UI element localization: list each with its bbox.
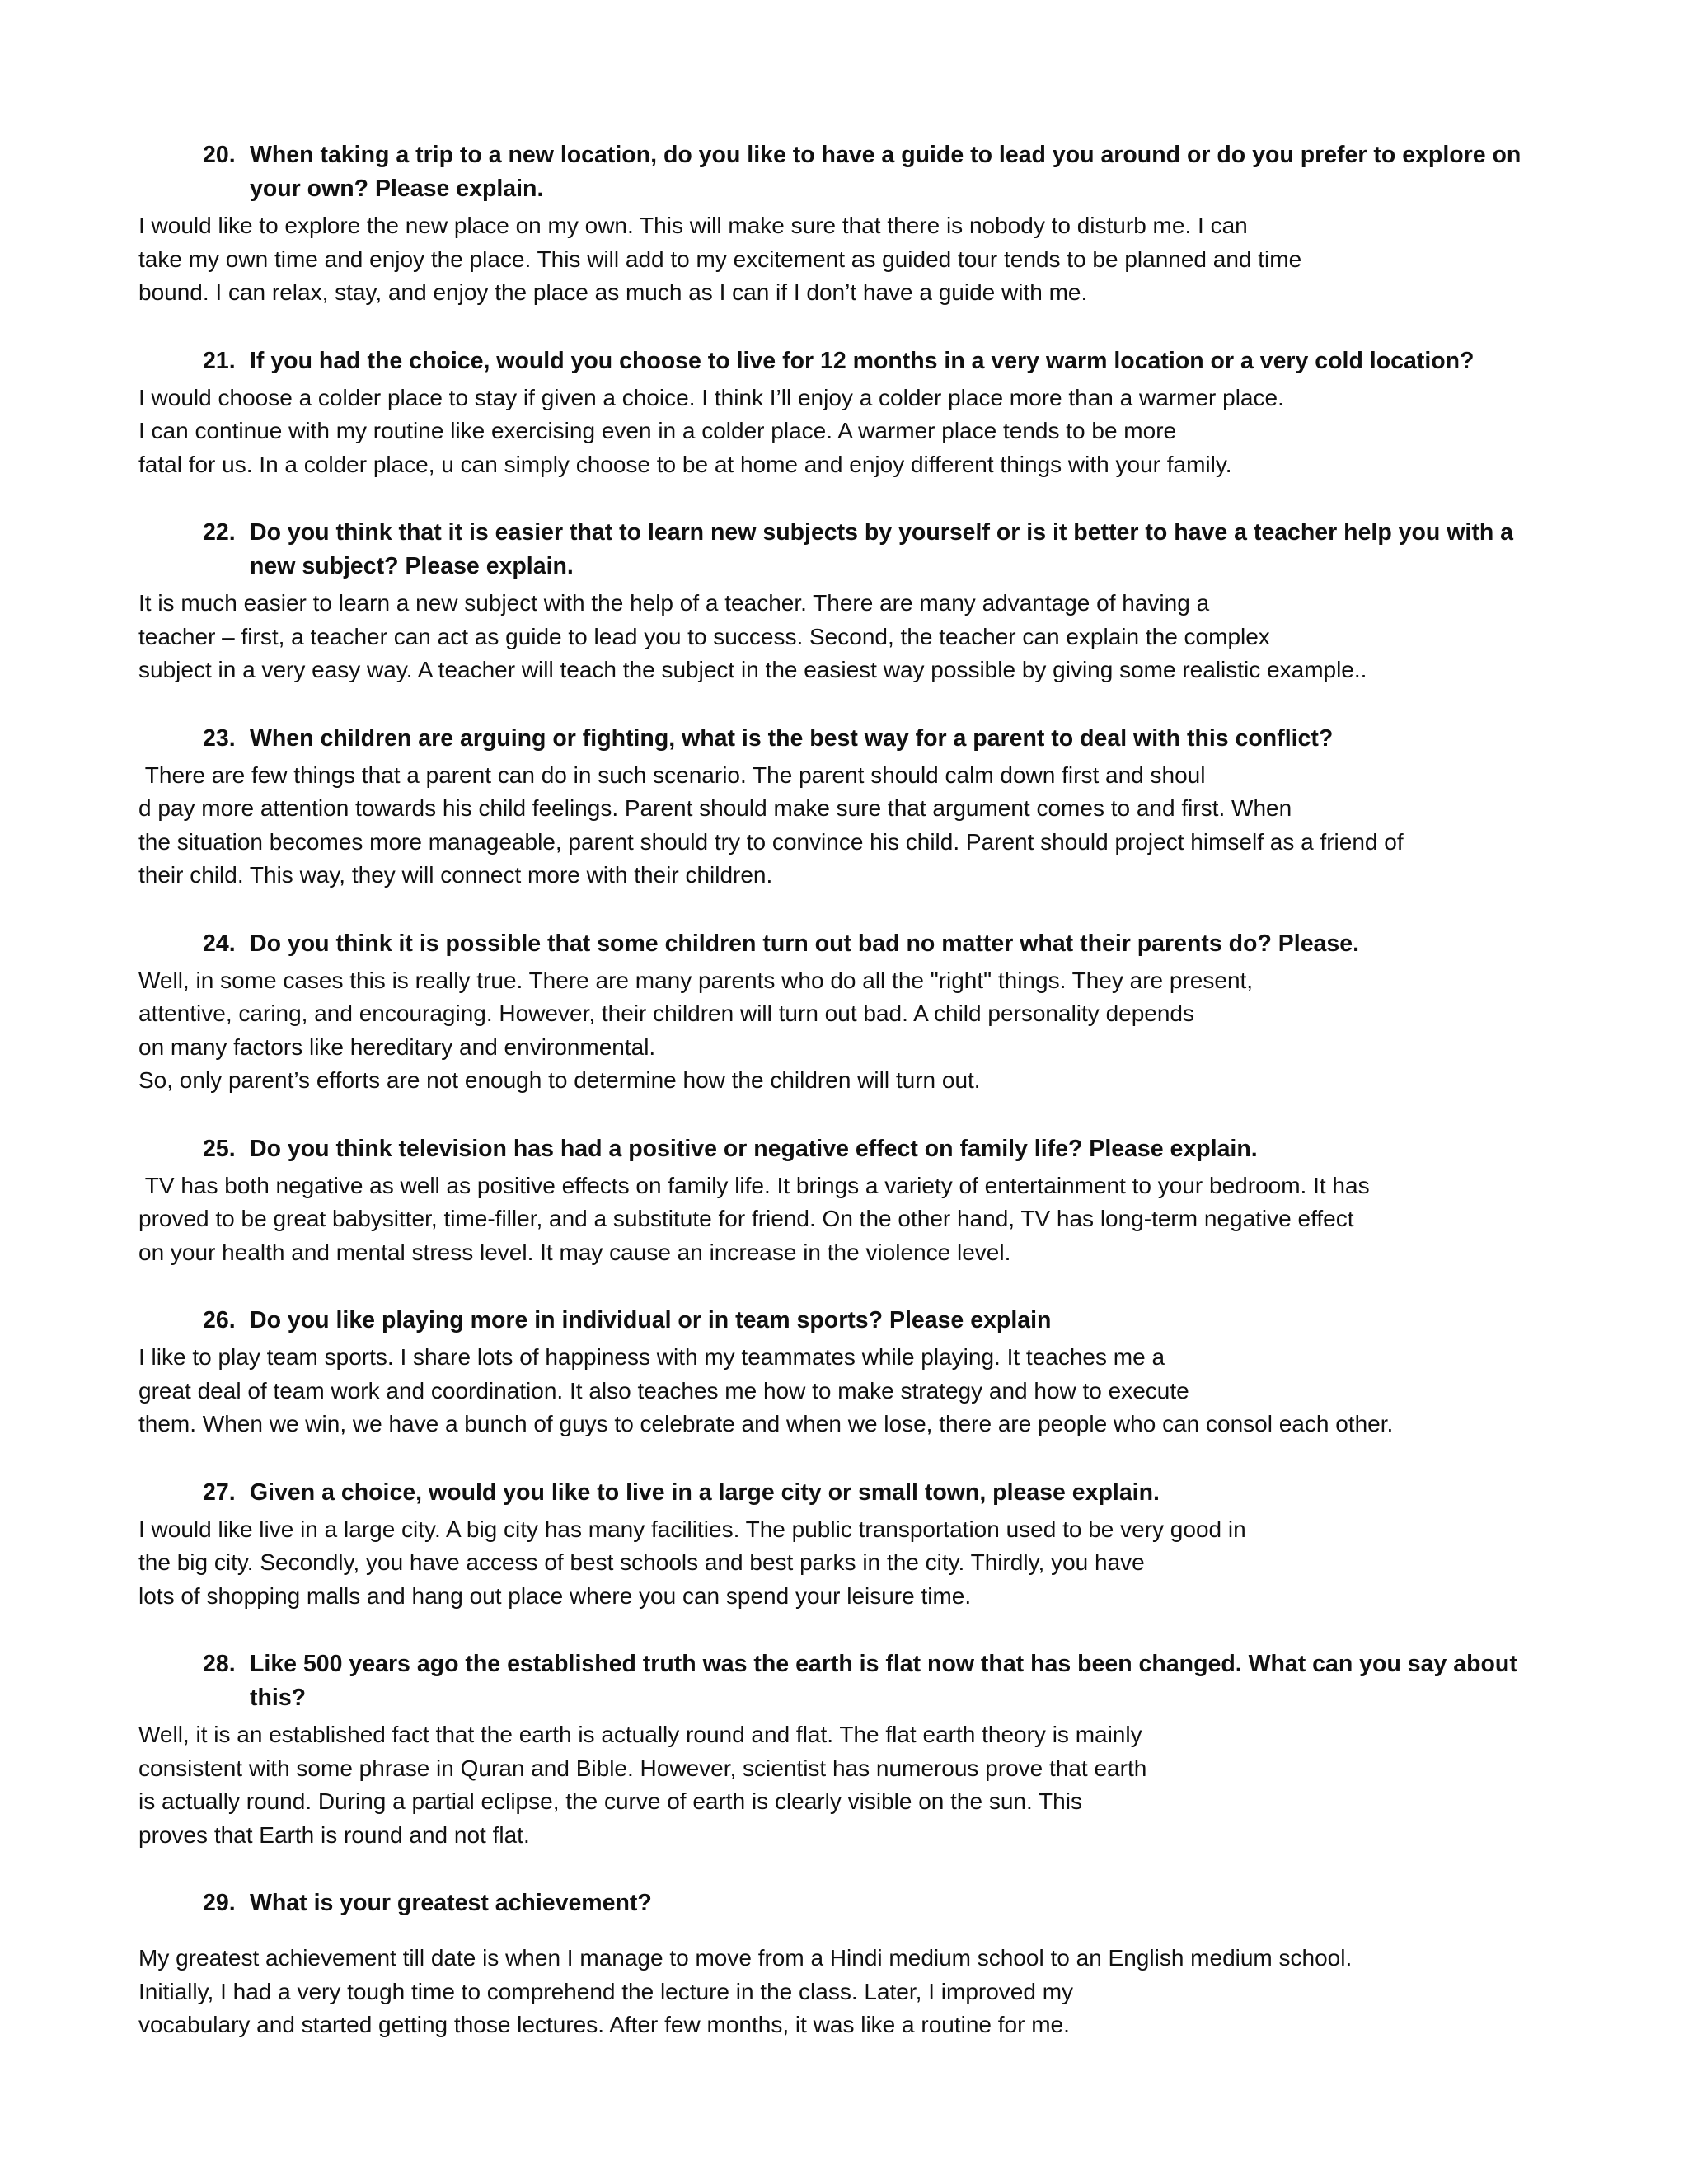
answer-line: I like to play team sports. I share lots of happiness with my teammates while playing. It teaches me a xyxy=(138,1344,1165,1370)
question-number: 29. xyxy=(203,1890,236,1916)
answer-line: TV has both negative as well as positive effects on family life. It brings a variety of entertainment to your bedroom. It has xyxy=(138,1172,1370,1198)
question-text: 26. Do you like playing more in individual or in team sports? Please explain xyxy=(138,1304,1564,1338)
qa-item-26 xyxy=(138,1304,1564,1441)
answer-line: proved to be great babysitter, time-filler, and a substitute for friend. On the other hand, TV has long-term negative effect xyxy=(138,1206,1354,1231)
qa-item-27 xyxy=(138,1476,1564,1614)
qa-item-21 xyxy=(138,344,1564,482)
answer-text xyxy=(138,587,1564,687)
question-number: 22. xyxy=(203,519,236,546)
question-number: 25. xyxy=(203,1135,236,1162)
qa-item-20 xyxy=(138,138,1564,310)
answer-line: take my own time and enjoy the place. This will add to my excitement as guided tour tends to be planned and time xyxy=(138,246,1302,272)
answer-text xyxy=(138,1341,1564,1441)
answer-line: So, only parent’s efforts are not enough to determine how the children will turn out. xyxy=(138,1067,981,1093)
answer-line: There are few things that a parent can do in such scenario. The parent should calm down first and shoul xyxy=(138,762,1206,788)
answer-line: I would like to explore the new place on my own. This will make sure that there is nobody to disturb me. I can xyxy=(138,213,1248,238)
answer-line: vocabulary and started getting those lectures. After few months, it was like a routine for me. xyxy=(138,2012,1070,2037)
answer-line: great deal of team work and coordination. It also teaches me how to make strategy and how to execute xyxy=(138,1377,1189,1404)
answer-line: subject in a very easy way. A teacher will teach the subject in the easiest way possible by giving some realistic example.. xyxy=(138,657,1367,682)
answer-line: is actually round. During a partial eclipse, the curve of earth is clearly visible on the sun. This xyxy=(138,1788,1082,1814)
answer-line: My greatest achievement till date is when I manage to move from a Hindi medium school to an English medium school. xyxy=(138,1945,1353,1971)
spacer xyxy=(138,1924,1564,1942)
question-text: 27. Given a choice, would you like to live in a large city or small town, please explain. xyxy=(138,1476,1564,1510)
answer-line: attentive, caring, and encouraging. However, their children will turn out bad. A child personality depends xyxy=(138,1001,1194,1026)
answer-line: Well, in some cases this is really true. There are many parents who do all the "right" things. They are present, xyxy=(138,967,1254,993)
question-text: 29. What is your greatest achievement? xyxy=(138,1886,1564,1920)
question-number: 27. xyxy=(203,1479,236,1506)
question-number: 26. xyxy=(203,1307,236,1333)
answer-line: bound. I can relax, stay, and enjoy the place as much as I can if I don’t have a guide with me. xyxy=(138,279,1088,305)
answer-text xyxy=(138,1942,1564,2042)
question-number: 21. xyxy=(203,347,236,374)
answer-line: consistent with some phrase in Quran and Bible. However, scientist has numerous prove that earth xyxy=(138,1755,1147,1781)
question-number: 28. xyxy=(203,1651,236,1677)
question-text: 22. Do you think that it is easier that to learn new subjects by yourself or is it better to have a teacher help you with a new subject? Please explain. xyxy=(138,516,1564,583)
answer-text xyxy=(138,1718,1564,1852)
answer-line: lots of shopping malls and hang out place where you can spend your leisure time. xyxy=(138,1582,972,1609)
answer-line: proves that Earth is round and not flat. xyxy=(138,1821,530,1848)
question-text: 24. Do you think it is possible that some children turn out bad no matter what their parents do? Please. xyxy=(138,927,1564,961)
question-text: 23. When children are arguing or fighting, what is the best way for a parent to deal with this conflict? xyxy=(138,722,1564,756)
qa-item-28 xyxy=(138,1647,1564,1852)
question-text: 25. Do you think television has had a positive or negative effect on family life? Please explain. xyxy=(138,1132,1564,1166)
question-text: 20. When taking a trip to a new location, do you like to have a guide to lead you around or do you prefer to explore on your own? Please explain. xyxy=(138,138,1564,206)
answer-line: teacher – first, a teacher can act as guide to lead you to success. Second, the teacher can explain the complex xyxy=(138,623,1270,649)
answer-line: the big city. Secondly, you have access of best schools and best parks in the city. Thirdly, you have xyxy=(138,1549,1145,1575)
answer-line: Well, it is an established fact that the earth is actually round and flat. The flat earth theory is mainly xyxy=(138,1722,1142,1747)
answer-line: I would like live in a large city. A big city has many facilities. The public transportation used to be very good in xyxy=(138,1516,1246,1542)
answer-line: fatal for us. In a colder place, u can simply choose to be at home and enjoy different things with your family. xyxy=(138,451,1232,477)
answer-line: It is much easier to learn a new subject with the help of a teacher. There are many advantage of having a xyxy=(138,590,1210,616)
answer-line: I would choose a colder place to stay if given a choice. I think I’ll enjoy a colder place more than a warmer place. xyxy=(138,384,1284,410)
answer-line: on your health and mental stress level. It may cause an increase in the violence level. xyxy=(138,1239,1011,1265)
answer-text xyxy=(138,759,1564,893)
answer-text xyxy=(138,964,1564,1098)
qa-item-25 xyxy=(138,1132,1564,1270)
qa-item-29 xyxy=(138,1886,1564,2042)
qa-item-23 xyxy=(138,722,1564,893)
question-text: 21. If you had the choice, would you choose to live for 12 months in a very warm location or a very cold location? xyxy=(138,344,1564,378)
question-number: 20. xyxy=(203,142,236,168)
answer-line: I can continue with my routine like exercising even in a colder place. A warmer place tends to be more xyxy=(138,418,1177,443)
answer-text xyxy=(138,1169,1564,1270)
question-number: 23. xyxy=(203,724,236,752)
answer-text xyxy=(138,209,1564,310)
answer-line: Initially, I had a very tough time to comprehend the lecture in the class. Later, I improved my xyxy=(138,1978,1074,2004)
answer-text xyxy=(138,382,1564,482)
answer-line: d pay more attention towards his child feelings. Parent should make sure that argument comes to and first. When xyxy=(138,795,1292,821)
qa-item-24 xyxy=(138,927,1564,1098)
answer-line: their child. This way, they will connect more with their children. xyxy=(138,862,773,888)
answer-text xyxy=(138,1513,1564,1614)
answer-line: on many factors like hereditary and environmental. xyxy=(138,1033,656,1060)
qa-item-22 xyxy=(138,516,1564,687)
question-text: 28. Like 500 years ago the established truth was the earth is flat now that has been changed. What can you say about this? xyxy=(138,1647,1564,1715)
answer-line: the situation becomes more manageable, parent should try to convince his child. Parent should project himself as a friend of xyxy=(138,828,1404,855)
question-number: 24. xyxy=(203,930,236,957)
answer-line: them. When we win, we have a bunch of guys to celebrate and when we lose, there are people who can consol each other. xyxy=(138,1411,1394,1436)
